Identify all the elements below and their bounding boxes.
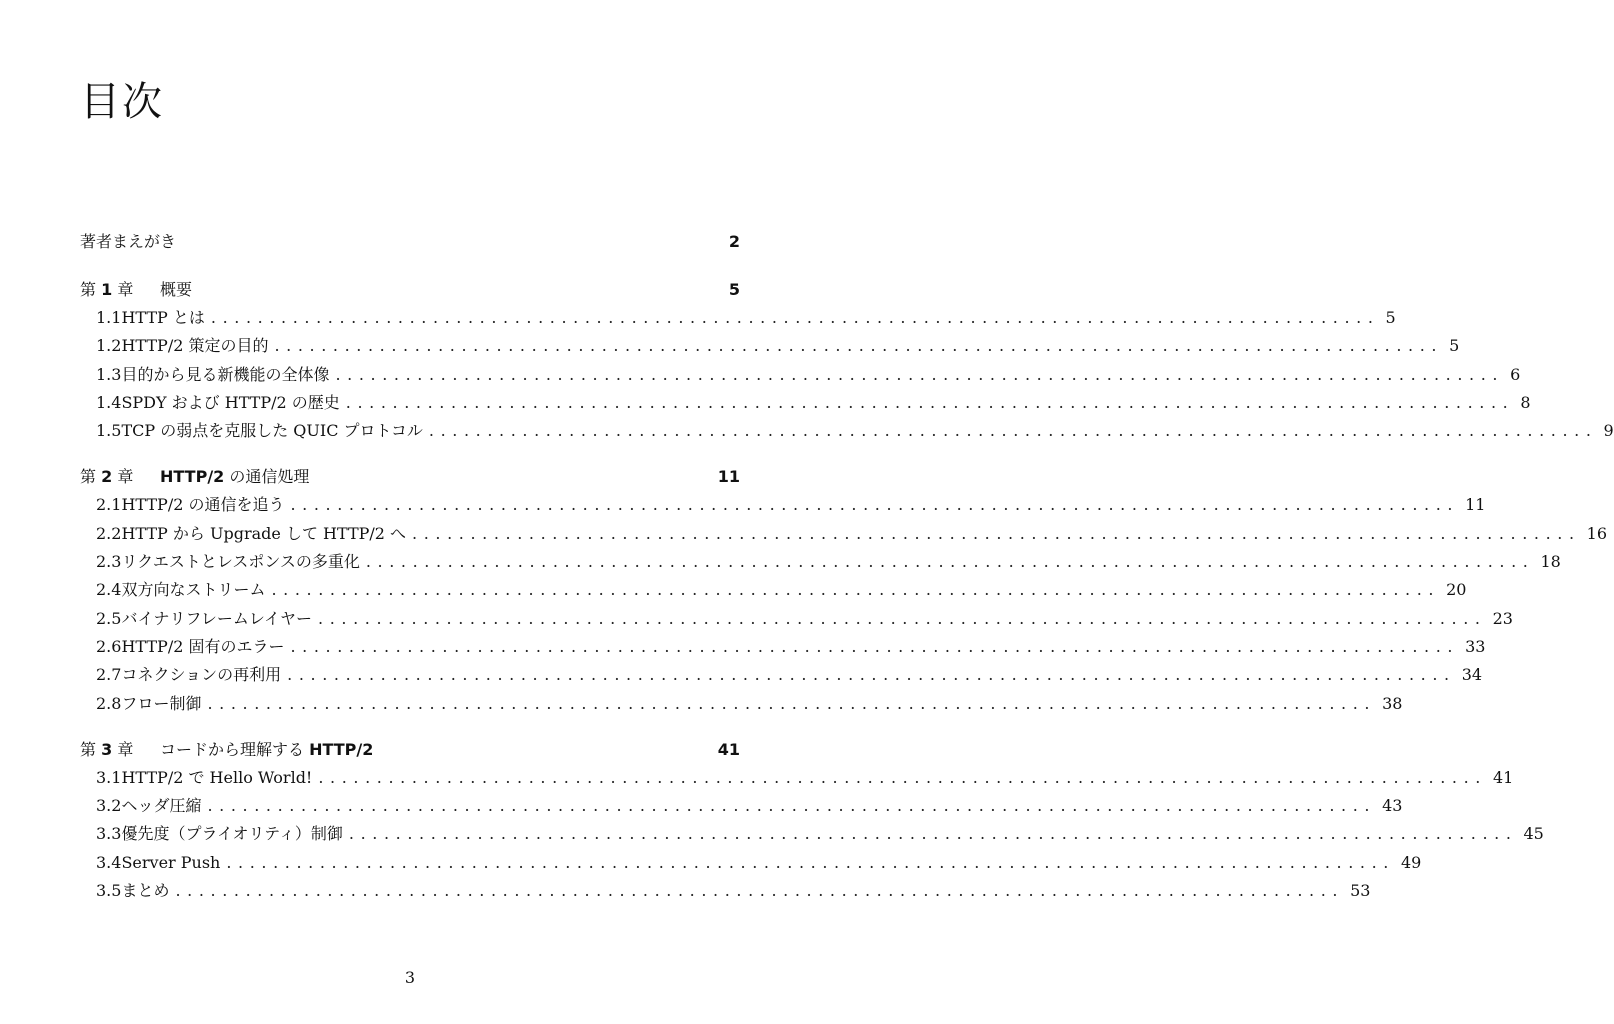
chapter-heading-entry[interactable] — [80, 463, 740, 491]
section-title: HTTP から Upgrade して HTTP/2 へ — [121, 523, 407, 543]
section-page-number: 49 — [1400, 852, 1422, 872]
page-title: 目次 — [80, 79, 164, 125]
dot-leader: .................................................................................................... — [290, 636, 1460, 656]
section-number: 3.3 — [96, 824, 122, 844]
chapter-title: コードから理解する HTTP/2 — [160, 739, 374, 759]
toc-section-entry[interactable] — [80, 548, 1561, 576]
section-page-number: 9 — [1603, 421, 1614, 441]
dot-leader: .................................................................................................... — [318, 608, 1487, 628]
section-title: コネクションの再利用 — [121, 665, 282, 685]
preface-label: 著者まえがき — [80, 232, 177, 251]
toc-section-entry[interactable] — [80, 389, 1531, 417]
section-number: 2.5 — [96, 608, 122, 628]
section-title: 双方向なストリーム — [121, 580, 266, 600]
toc-section-entry[interactable] — [80, 491, 1486, 519]
chapter-label: 第 1 章 — [80, 280, 134, 299]
section-number: 1.1 — [96, 308, 122, 327]
section-page-number: 16 — [1586, 523, 1607, 543]
dot-leader: .................................................................................................... — [274, 336, 1444, 356]
toc-section-entry[interactable] — [80, 792, 1403, 820]
section-page-number: 34 — [1461, 665, 1483, 685]
dot-leader: .................................................................................................... — [207, 693, 1377, 713]
chapter-3 — [80, 736, 1544, 905]
dot-leader: .................................................................................................... — [290, 495, 1460, 515]
dot-leader: .................................................................................................... — [207, 796, 1377, 816]
section-number: 2.3 — [96, 552, 122, 572]
section-number: 3.2 — [96, 796, 122, 816]
dot-leader: .................................................................................................... — [210, 308, 1380, 327]
section-number: 2.6 — [96, 636, 122, 656]
toc-section-entry[interactable] — [80, 849, 1422, 877]
section-title: 優先度（プライオリティ）制御 — [121, 824, 343, 844]
section-page-number: 5 — [1449, 336, 1460, 356]
section-number: 3.1 — [96, 767, 122, 787]
chapter-page-number: 11 — [717, 467, 740, 487]
section-page-number: 38 — [1382, 693, 1403, 713]
section-title: HTTP/2 固有のエラー — [121, 636, 285, 656]
toc-preface-entry[interactable] — [80, 228, 740, 256]
dot-leader: .................................................................................................... — [271, 580, 1441, 600]
section-title: HTTP/2 策定の目的 — [121, 336, 269, 356]
section-page-number: 23 — [1492, 608, 1513, 628]
section-title: TCP の弱点を克服した QUIC プロトコル — [121, 421, 423, 441]
toc-section-entry[interactable] — [80, 690, 1403, 718]
toc-section-entry[interactable] — [80, 605, 1513, 633]
chapter-2 — [80, 463, 1607, 717]
toc-section-entry[interactable] — [80, 877, 1371, 905]
toc-section-entry[interactable] — [80, 633, 1486, 661]
dot-leader: .................................................................................................... — [365, 552, 1535, 572]
section-number: 2.8 — [96, 693, 122, 713]
section-page-number: 41 — [1492, 767, 1514, 787]
chapter-label: 第 3 章 — [80, 739, 134, 759]
toc-section-entry[interactable] — [80, 332, 1460, 360]
chapter-title: 概要 — [160, 280, 193, 299]
section-number: 3.5 — [96, 881, 122, 901]
dot-leader: .................................................................................................... — [318, 767, 1487, 787]
section-page-number: 11 — [1465, 495, 1486, 515]
section-title: まとめ — [121, 881, 170, 901]
dot-leader: .................................................................................................... — [412, 523, 1581, 543]
section-number: 1.2 — [96, 336, 122, 356]
chapter-1 — [80, 276, 1614, 445]
section-page-number: 8 — [1520, 392, 1531, 412]
dot-leader: .................................................................................................... — [348, 824, 1518, 844]
chapter-heading-entry[interactable] — [80, 736, 740, 764]
toc-section-entry[interactable] — [80, 417, 1614, 445]
section-title: 目的から見る新機能の全体像 — [121, 364, 330, 384]
section-number: 3.4 — [96, 852, 122, 872]
section-page-number: 33 — [1465, 636, 1486, 656]
section-number: 2.2 — [96, 523, 122, 543]
toc-section-entry[interactable] — [80, 764, 1514, 792]
section-page-number: 18 — [1540, 552, 1561, 572]
section-page-number: 5 — [1385, 308, 1396, 327]
section-number: 2.4 — [96, 580, 122, 600]
section-title: HTTP とは — [121, 308, 205, 327]
section-title: HTTP/2 の通信を追う — [121, 495, 285, 515]
chapter-heading-entry[interactable] — [80, 276, 740, 304]
section-title: バイナリフレームレイヤー — [121, 608, 313, 628]
section-title: Server Push — [121, 852, 221, 872]
section-number: 2.7 — [96, 665, 122, 685]
chapter-page-number: 5 — [728, 280, 740, 299]
chapter-label: 第 2 章 — [80, 467, 134, 487]
dot-leader: .................................................................................................... — [226, 852, 1395, 872]
section-title: HTTP/2 で Hello World! — [121, 767, 313, 787]
dot-leader: .................................................................................................... — [335, 364, 1505, 384]
toc-section-entry[interactable] — [80, 576, 1467, 604]
section-number: 1.4 — [96, 392, 122, 412]
toc-section-entry[interactable] — [80, 820, 1544, 848]
table-of-contents — [80, 228, 1614, 923]
section-page-number: 43 — [1382, 796, 1403, 816]
preface-page-number: 2 — [728, 232, 740, 251]
section-page-number: 53 — [1350, 881, 1371, 901]
dot-leader: .................................................................................................... — [287, 665, 1456, 685]
section-title: ヘッダ圧縮 — [121, 796, 202, 816]
dot-leader: .................................................................................................... — [428, 421, 1598, 441]
section-title: SPDY および HTTP/2 の歴史 — [121, 392, 340, 412]
toc-section-entry[interactable] — [80, 661, 1483, 689]
dot-leader: .................................................................................................... — [345, 392, 1515, 412]
section-number: 1.3 — [96, 364, 122, 384]
section-number: 2.1 — [96, 495, 122, 515]
section-page-number: 6 — [1510, 364, 1521, 384]
section-title: リクエストとレスポンスの多重化 — [121, 552, 360, 572]
section-number: 1.5 — [96, 421, 122, 441]
page-number-footer: 3 — [404, 968, 416, 987]
chapter-page-number: 41 — [717, 739, 740, 759]
section-page-number: 45 — [1523, 824, 1544, 844]
section-title: フロー制御 — [121, 693, 202, 713]
section-page-number: 20 — [1446, 580, 1467, 600]
toc-section-entry[interactable] — [80, 361, 1521, 389]
toc-section-entry[interactable] — [80, 520, 1607, 548]
toc-section-entry[interactable] — [80, 304, 1396, 332]
chapter-title: HTTP/2 の通信処理 — [160, 467, 310, 487]
dot-leader: .................................................................................................... — [175, 881, 1345, 901]
